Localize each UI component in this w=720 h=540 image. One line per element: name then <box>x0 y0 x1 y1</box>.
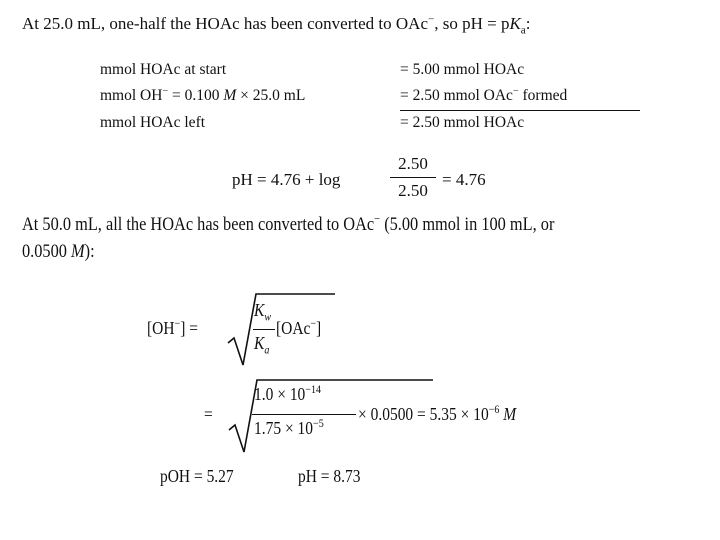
eq1-lhs: pH = 4.76 + log <box>232 170 341 189</box>
para2-line1: At 50.0 mL, all the HOAc has been converted to OAc− (5.00 mmol in 100 mL, or <box>22 211 555 235</box>
row3-right: = 2.50 mmol HOAc <box>400 114 525 131</box>
kw-numerator: $K_w$ <box>254 300 272 324</box>
eq3-numerator: $1.0 \times 10^{-14}$ <box>254 383 322 404</box>
eq2-lhs: [OH−] = <box>147 317 198 338</box>
eq3-denominator: $1.75 \times 10^{-5}$ <box>254 417 324 438</box>
oac-concentration: [OAc−] <box>276 317 322 338</box>
ka-denominator: $K_a$ <box>254 333 270 357</box>
eq2-fraction-bar <box>253 329 275 330</box>
row3-left: mmol HOAc left <box>100 114 206 131</box>
intro-sentence: At 25.0 mL, one-half the HOAc has been converted to OAc−, so pH = $pK_a$: <box>22 13 531 37</box>
eq1-rhs: = 4.76 <box>442 170 486 189</box>
poh-result: pOH = 5.27 <box>160 466 234 486</box>
eq1-denominator: 2.50 <box>398 181 428 200</box>
para2-line2: 0.0500 M): <box>22 241 95 262</box>
row1-right: = 5.00 mmol HOAc <box>400 61 525 78</box>
row1-left: mmol HOAc at start <box>100 61 227 78</box>
row2-right: = 2.50 mmol OAc− formed <box>400 85 568 104</box>
row2-left: mmol OH− = 0.100 M × 25.0 mL <box>100 85 306 104</box>
eq3-fraction-bar <box>252 414 356 415</box>
eq3-rhs: × $0.0500 = 5.35 \times 10^{-6}$ M <box>358 403 517 424</box>
eq3-equals: = <box>204 404 213 424</box>
eq1-numerator: 2.50 <box>398 154 428 173</box>
ph-result: pH = 8.73 <box>298 466 361 486</box>
